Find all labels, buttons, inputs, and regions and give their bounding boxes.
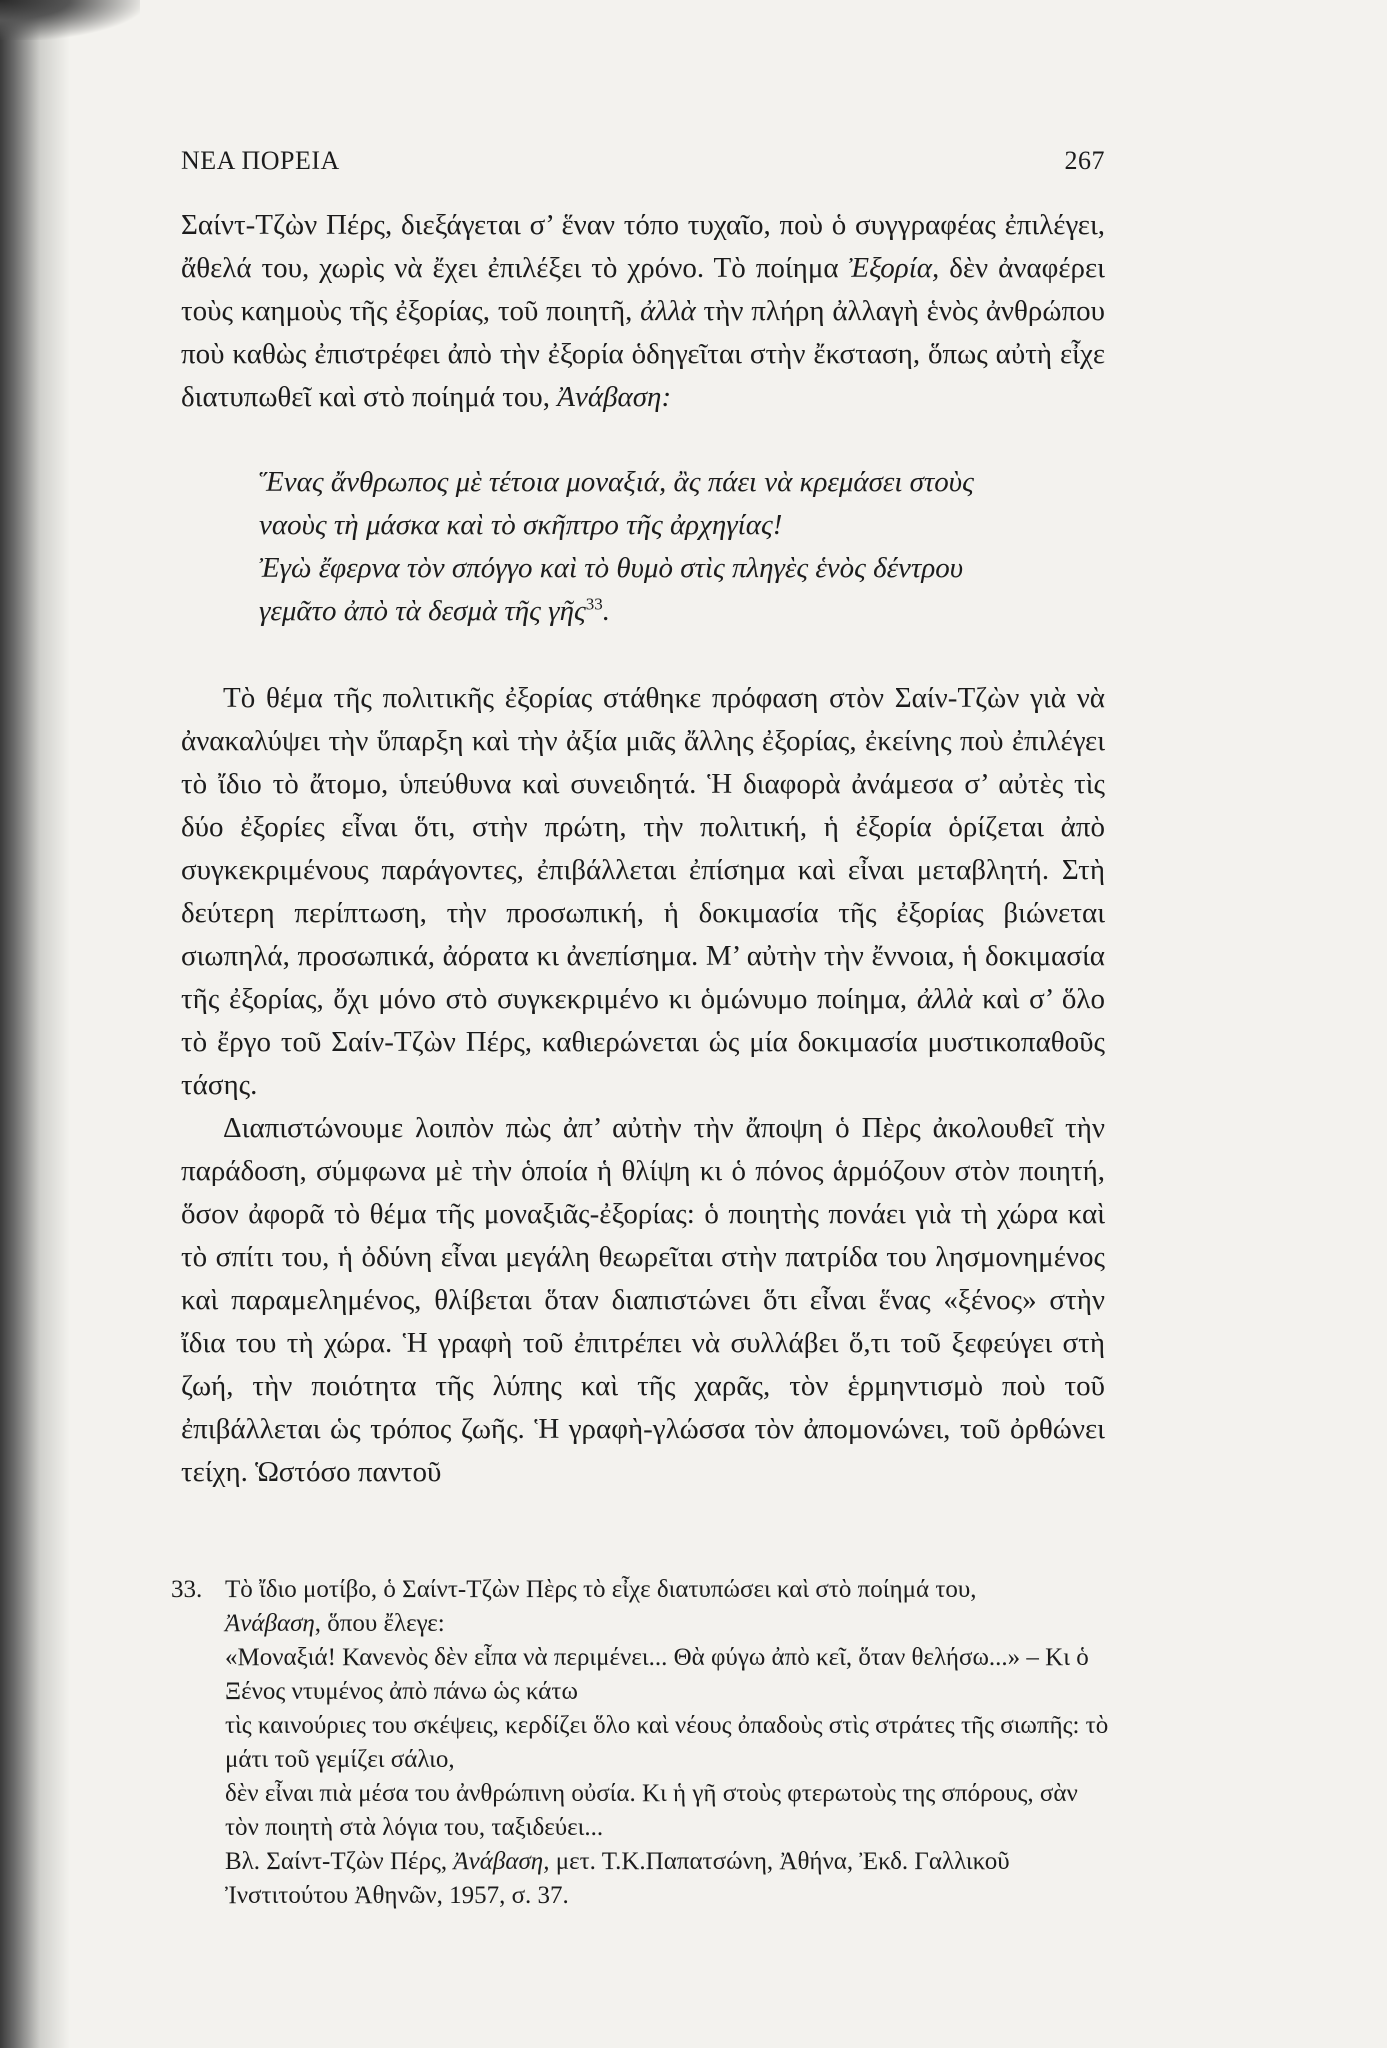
page-number: 267 bbox=[1064, 146, 1105, 175]
intro-alla: ἀλλὰ bbox=[640, 295, 696, 327]
footnote-body bbox=[225, 1573, 1109, 1913]
footnote-line-1: Τὸ ἴδιο μοτίβο, ὁ Σαίντ-Τζὼν Πὲρς τὸ εἶχε διατυπώσει καὶ στὸ ποίημά του, bbox=[225, 1576, 977, 1603]
intro-title-anabasis: Ἀνάβαση: bbox=[557, 381, 672, 413]
page-edge-shadow bbox=[0, 0, 70, 2048]
footnote-title-anabasis-2: Ἀνάβαση, bbox=[453, 1848, 550, 1875]
poem-quote bbox=[181, 461, 1105, 633]
footnote-reference-line bbox=[225, 1845, 1109, 1913]
body-paragraph-2: Διαπιστώνουμε λοιπὸν πὼς ἀπ’ αὐτὴν τὴν ἄποψη ὁ Πὲρς ἀκολουθεῖ τὴν παράδοση, σύμφωνα μὲ τὴν ὁποία ἡ θλίψη κι ὁ πόνος ἁρμόζουν στὸν ποιητή, ὅσον ἀφορᾶ τὸ θέμα τῆς μοναξιᾶς-ἐξορίας: ὁ ποιητὴς πονάει γιὰ τὴ χώρα καὶ τὸ σπίτι του, ἡ ὀδύνη εἶναι μεγάλη θεωρεῖται στὴν πατρίδα του λησμονημένος καὶ παραμελημένος, θλίβεται ὅταν διαπιστώνει ὅτι εἶναι ἕνας «ξένος» στὴν ἴδια του τὴ χώρα. Ἡ γραφὴ τοῦ ἐπιτρέπει νὰ συλλάβει ὅ,τι τοῦ ξεφεύγει στὴ ζωή, τὴν ποιότητα τῆς λύπης καὶ τῆς χαρᾶς, τὸν ἑρμηντισμὸ ποὺ τοῦ ἐπιβάλλεται ὡς τρόπος ζωῆς. Ἡ γραφὴ-γλώσσα τὸν ἀπομονώνει, τοῦ ὀρθώνει τείχη. Ὡστόσο παντοῦ bbox=[181, 1112, 1105, 1488]
running-head: ΝΕΑ ΠΟΡΕΙΑ bbox=[181, 146, 340, 175]
footnote-section bbox=[171, 1573, 1109, 1913]
intro-text-3: τὴν πλήρη ἀλλαγὴ ἑνὸς ἀνθρώπου ποὺ καθὼς ἐπιστρέφει ἀπὸ τὴν ἐξορία ὁδηγεῖται στὴν ἔκσταση, ὅπως αὐτὴ εἶχε διατυπωθεῖ καὶ στὸ ποίημά του, bbox=[181, 295, 1105, 413]
footnote-line-2-rest: , ὅπου ἔλεγε: bbox=[314, 1610, 445, 1637]
footnote-title-anabasis: Ἀνάβαση bbox=[225, 1610, 315, 1637]
poem-end: . bbox=[602, 595, 610, 627]
footnote-33 bbox=[171, 1573, 1109, 1913]
main-text bbox=[181, 200, 1105, 1494]
body-paragraph-1 bbox=[181, 677, 1105, 1107]
para1-text-1: Τὸ θέμα τῆς πολιτικῆς ἐξορίας στάθηκε πρόφαση στὸν Σαίν-Τζὼν γιὰ νὰ ἀνακαλύψει τὴν ὕπαρξη καὶ τὴν ἀξία μιᾶς ἄλλης ἐξορίας, ἐκείνης ποὺ ἐπιλέγει τὸ ἴδιο τὸ ἄτομο, ὑπεύθυνα καὶ συνειδητά. Ἡ διαφορὰ ἀνάμεσα σ’ αὐτὲς τὶς δύο ἐξορίες εἶναι ὅτι, στὴν πρώτη, τὴν πολιτική, ἡ ἐξορία ὁρίζεται ἀπὸ συγκεκριμένους παράγοντες, ἐπιβάλλεται ἐπίσημα καὶ εἶναι μεταβλητή. Στὴ δεύτερη περίπτωση, τὴν προσωπική, ἡ δοκιμασία τῆς ἐξορίας βιώνεται σιωπηλά, προσωπικά, ἀόρατα κι ἀνεπίσημα. Μ’ αὐτὴν τὴν ἔννοια, ἡ δοκιμασία τῆς ἐξορίας, ὄχι μόνο στὸ συγκεκριμένο κι ὁμώνυμο ποίημα, bbox=[181, 682, 1105, 1015]
para1-alla: ἀλλὰ bbox=[916, 983, 973, 1015]
footnote-number: 33. bbox=[171, 1576, 203, 1603]
footnote-quote-1: «Μοναξιά! Κανενὸς δὲν εἶπα νὰ περιμένει... Θὰ φύγω ἀπὸ κεῖ, ὅταν θελήσω...» – Κι ὁ Ξένος ντυμένος ἀπὸ πάνω ὡς κάτω bbox=[225, 1644, 1089, 1705]
intro-title-exile: Ἐξορία, bbox=[848, 252, 940, 284]
poem-line-3: Ἐγὼ ἔφερνα τὸν σπόγγο καὶ τὸ θυμὸ στὶς πληγὲς ἑνὸς δέντρου bbox=[259, 552, 964, 584]
footnote-quote-2: τὶς καινούριες του σκέψεις, κερδίζει ὅλο καὶ νέους ὀπαδοὺς στὶς στράτες τῆς σιωπῆς: τὸ μάτι τοῦ γεμίζει σάλιο, bbox=[225, 1712, 1109, 1773]
footnote-reference[interactable]: 33 bbox=[585, 594, 603, 614]
footnote-quote-3: δὲν εἶναι πιὰ μέσα του ἀνθρώπινη οὐσία. Κι ἡ γῆ στοὺς φτερωτοὺς της σπόρους, σὰν τὸν ποιητὴ στὰ λόγια του, ταξιδεύει... bbox=[225, 1780, 1078, 1841]
intro-paragraph bbox=[181, 204, 1105, 419]
poem-line-4 bbox=[259, 590, 1105, 633]
footnote-ref-post: μετ. Τ.Κ.Παπατσώνη, Ἀθήνα, Ἐκδ. Γαλλικοῦ Ἰνστιτούτου Ἀθηνῶν, 1957, σ. 37. bbox=[225, 1848, 1010, 1909]
page-corner-shadow bbox=[0, 0, 140, 40]
poem-line-1: Ἕνας ἄνθρωπος μὲ τέτοια μοναξιά, ἂς πάει νὰ κρεμάσει στοὺς bbox=[259, 466, 974, 498]
para1-text-2: καὶ σ’ ὅλο τὸ ἔργο τοῦ Σαίν-Τζὼν Πέρς, καθιερώνεται ὡς μία δοκιμασία μυστικοπαθοῦς τάσης. bbox=[181, 983, 1105, 1101]
intro-text-1: Σαίντ-Τζὼν Πέρς, διεξάγεται σ’ ἕναν τόπο τυχαῖο, ποὺ ὁ συγγραφέας ἐπιλέγει, ἄθελά του, χωρὶς νὰ ἔχει ἐπιλέξει τὸ χρόνο. Τὸ ποίημα bbox=[181, 209, 1105, 284]
footnote-ref-pre: Βλ. Σαίντ-Τζὼν Πέρς, bbox=[225, 1848, 454, 1875]
poem-line-4-text: γεμᾶτο ἀπὸ τὰ δεσμὰ τῆς γῆς bbox=[259, 595, 586, 627]
intro-text-2: δὲν ἀναφέρει τοὺς καημοὺς τῆς ἐξορίας, τοῦ ποιητῆ, bbox=[181, 252, 1105, 327]
poem-line-2: ναοὺς τὴ μάσκα καὶ τὸ σκῆπτρο τῆς ἀρχηγίας! bbox=[259, 509, 783, 541]
footnote-line-2 bbox=[225, 1607, 1109, 1641]
